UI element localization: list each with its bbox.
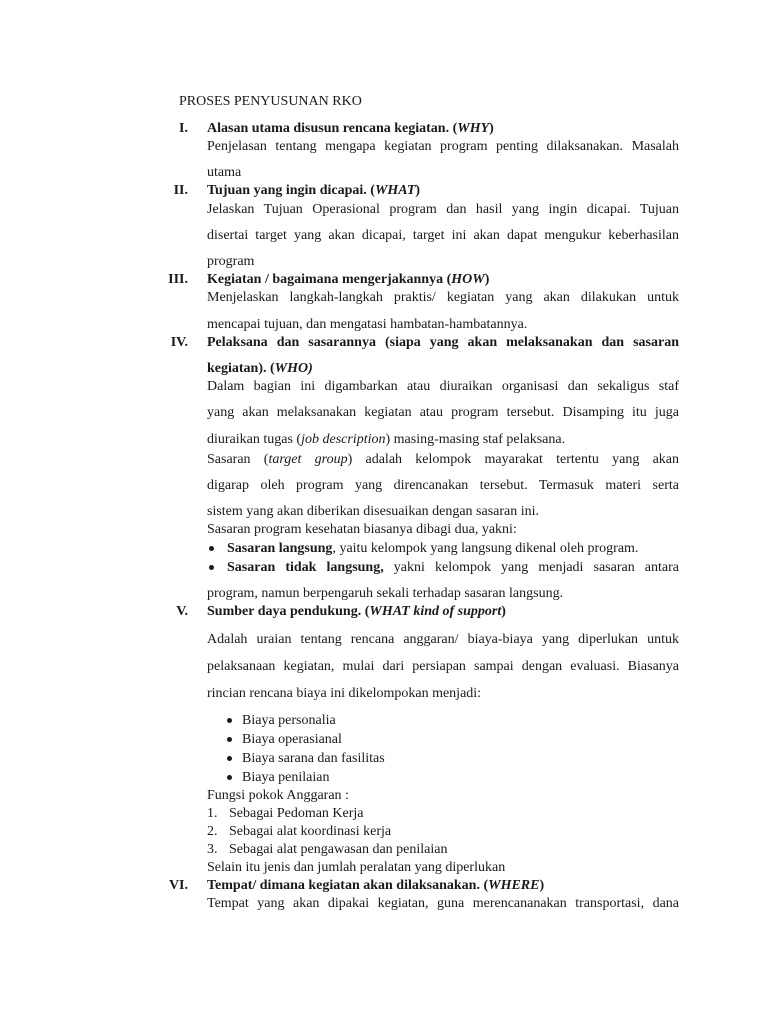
section-5-text-line: Selain itu jenis dan jumlah peralatan yang diperlukan [207,860,506,875]
section-4-text-line: program, namun berpengaruh sekali terhadap sasaran langsung. [207,586,564,601]
section-3-text-line: Menjelaskan langkah-langkah praktis/ kegiatan yang akan dilakukan untuk [207,290,679,305]
section-5-text-line: pelaksanaan kegiatan, mulai dari persiapan sampai dengan evaluasi. Biasanya [207,659,679,674]
bullet-icon [209,546,214,551]
section-4-text-line: sistem yang akan diberikan disesuaikan dengan sasaran ini. [207,504,540,519]
target-bullet-direct: Sasaran langsung, yaitu kelompok yang langsung dikenal oleh program. [227,541,639,556]
section-4-text-line: diuraikan tugas (job description) masing-masing staf pelaksana. [207,432,566,447]
section-2-text-line: program [207,254,255,269]
section-2-text-line: Jelaskan Tujuan Operasional program dan hasil yang ingin dicapai. Tujuan [207,202,679,217]
section-4-heading-line-2: kegiatan). (WHO) [207,361,313,376]
section-6-heading: Tempat/ dimana kegiatan akan dilaksanakan. (WHERE) [207,878,545,893]
section-1-text-line: Penjelasan tentang mengapa kegiatan program penting dilaksanakan. Masalah [207,139,679,154]
section-4-heading-line-1: Pelaksana dan sasarannya (siapa yang akan melaksanakan dan sasaran [207,335,679,350]
section-5-number: V. [176,604,188,619]
section-1-text-line: utama [207,165,242,180]
cost-item: Biaya operasianal [242,732,342,747]
section-3-heading: Kegiatan / bagaimana mengerjakannya (HOW) [207,272,490,287]
section-1-number: I. [179,121,188,136]
section-6-text-line: Tempat yang akan dipakai kegiatan, guna merencananakan transportasi, dana [207,896,679,911]
budget-function-number: 2. [207,824,218,839]
bullet-icon [209,565,214,570]
section-3-text-line: mencapai tujuan, dan mengatasi hambatan-hambatannya. [207,317,528,332]
section-5-text-line: rincian rencana biaya ini dikelompokan menjadi: [207,686,482,701]
section-2-text-line: disertai target yang akan dicapai, target ini akan dapat mengukur keberhasilan [207,228,679,243]
budget-function-item: Sebagai alat koordinasi kerja [229,824,392,839]
cost-item: Biaya personalia [242,713,336,728]
target-bullet-indirect: Sasaran tidak langsung, yakni kelompok yang menjadi sasaran antara [227,560,679,575]
section-4-text-line: Sasaran (target group) adalah kelompok mayarakat tertentu yang akan [207,452,679,467]
bullet-icon [227,718,232,723]
section-4-text-line: digarap oleh program yang direncanakan tersebut. Termasuk materi serta [207,478,679,493]
section-2-heading: Tujuan yang ingin dicapai. (WHAT) [207,183,421,198]
section-4-number: IV. [170,335,188,350]
section-1-heading: Alasan utama disusun rencana kegiatan. (WHY) [207,121,494,136]
budget-function-item: Sebagai Pedoman Kerja [229,806,364,821]
section-4-text-line: Sasaran program kesehatan biasanya dibagi dua, yakni: [207,522,517,537]
bullet-icon [227,775,232,780]
budget-function-number: 3. [207,842,218,857]
budget-function-heading: Fungsi pokok Anggaran : [207,788,349,803]
section-6-number: VI. [168,878,188,893]
cost-item: Biaya penilaian [242,770,330,785]
section-4-text-line: Dalam bagian ini digambarkan atau diuraikan organisasi dan sekaligus staf [207,379,679,394]
budget-function-number: 1. [207,806,218,821]
cost-item: Biaya sarana dan fasilitas [242,751,385,766]
section-5-text-line: Adalah uraian tentang rencana anggaran/ biaya-biaya yang diperlukan untuk [207,632,679,647]
section-3-number: III. [168,272,188,287]
budget-function-item: Sebagai alat pengawasan dan penilaian [229,842,448,857]
page-title: PROSES PENYUSUNAN RKO [179,94,362,109]
bullet-icon [227,756,232,761]
section-2-number: II. [173,183,188,198]
section-4-text-line: yang akan melaksanakan kegiatan atau program tersebut. Disamping itu juga [207,405,679,420]
section-5-heading: Sumber daya pendukung. (WHAT kind of support) [207,604,506,619]
bullet-icon [227,737,232,742]
